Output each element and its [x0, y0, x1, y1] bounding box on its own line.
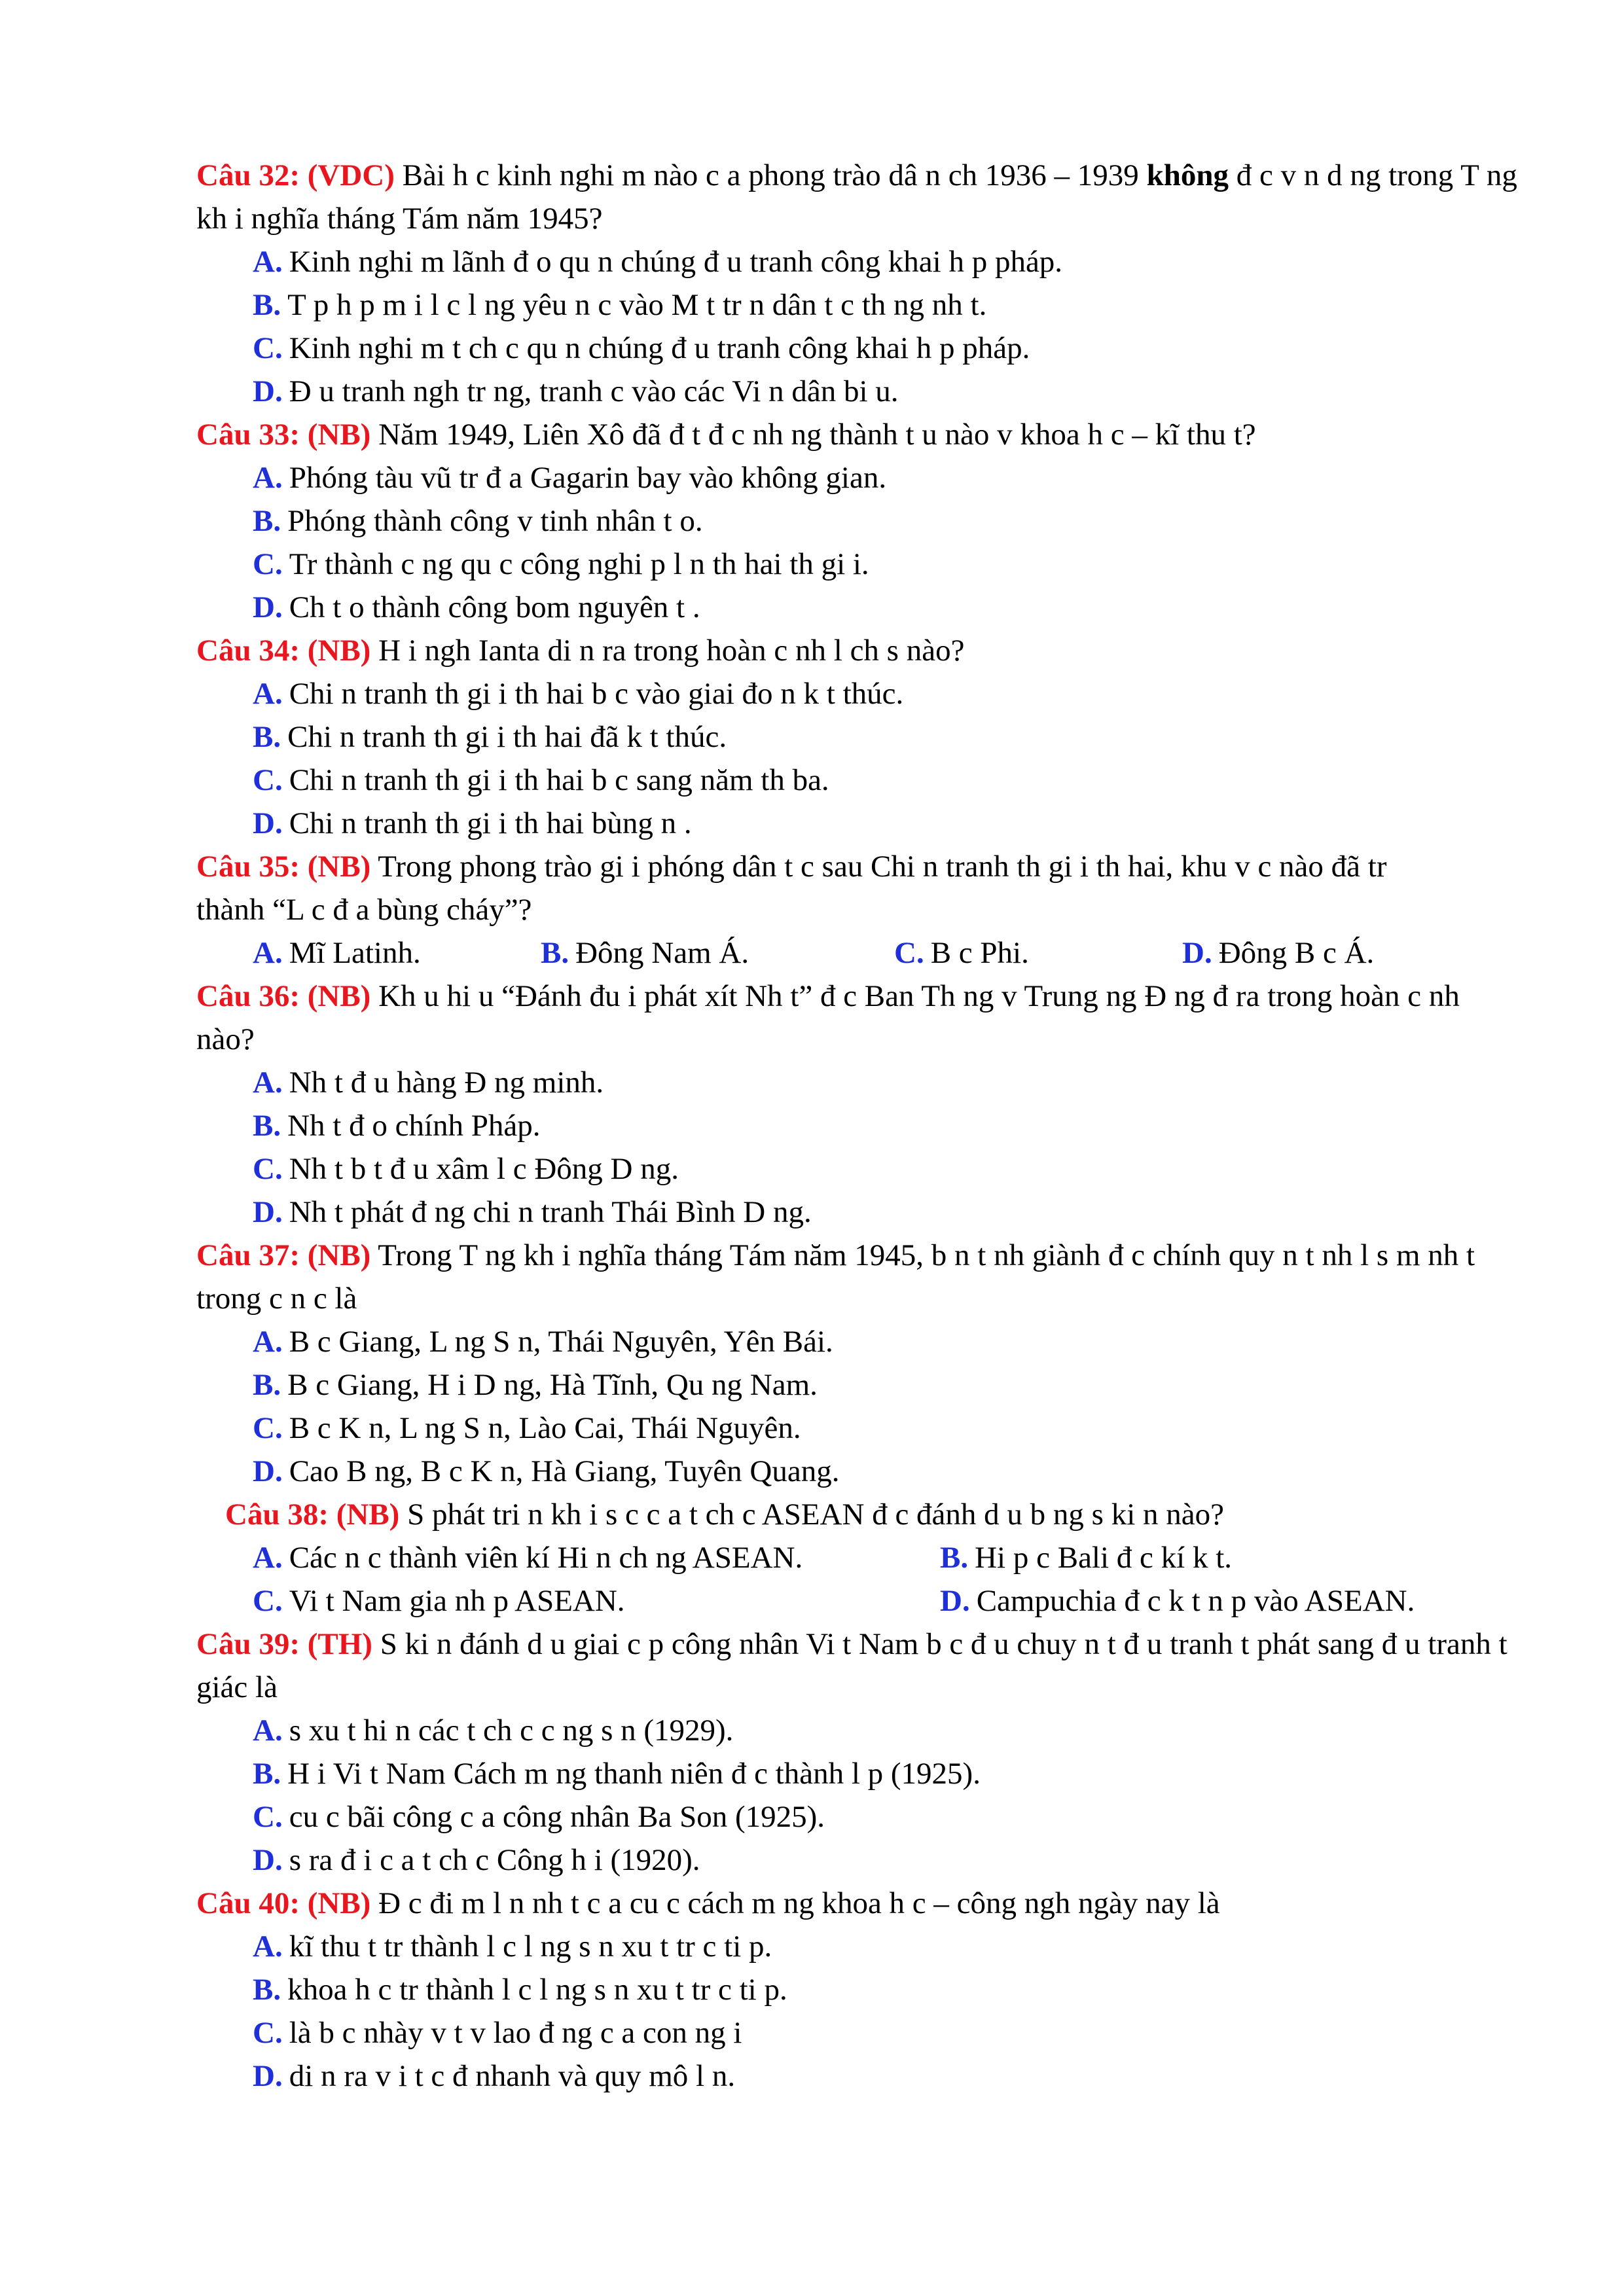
option-text: Chi n tranh th gi i th hai đã k t thúc. — [287, 720, 727, 754]
option-b — [541, 931, 894, 975]
option-c — [253, 1147, 1519, 1191]
option-a — [253, 1320, 1519, 1363]
option-text: Mĩ Latinh. — [289, 936, 421, 970]
options-row — [253, 931, 1519, 975]
question-label: Câu 35: — [196, 850, 300, 884]
option-text: Phóng thành công v tinh nhân t o. — [287, 504, 703, 538]
option-a — [253, 672, 1519, 715]
option-letter: D. — [253, 590, 283, 624]
question-text: Bài h c kinh nghi m nào c a phong trào dâ n ch 1936 – 1939 — [402, 158, 1147, 192]
option-b — [253, 1968, 1519, 2011]
question-stem — [225, 1493, 1519, 1536]
question-36 — [196, 975, 1519, 1234]
option-letter: C. — [253, 1800, 283, 1834]
question-text: S phát tri n kh i s c c a t ch c ASEAN đ c đánh d u b ng s ki n nào? — [407, 1498, 1224, 1532]
option-text: Phóng tàu vũ tr đ a Gagarin bay vào không gian. — [289, 461, 887, 495]
option-letter: C. — [253, 547, 283, 581]
option-letter: B. — [253, 720, 281, 754]
option-text: Nh t phát đ ng chi n tranh Thái Bình D ng. — [289, 1195, 812, 1229]
question-stem — [196, 629, 1519, 672]
option-text: Các n c thành viên kí Hi n ch ng ASEAN. — [289, 1541, 803, 1575]
option-letter: B. — [253, 1973, 281, 2007]
option-letter: A. — [253, 1325, 283, 1359]
option-text: s ra đ i c a t ch c Công h i (1920). — [289, 1843, 700, 1877]
question-level: (NB) — [307, 850, 371, 884]
question-39 — [196, 1623, 1519, 1882]
options-row-1 — [253, 1536, 1519, 1579]
question-level: (NB) — [307, 418, 371, 452]
option-text: Nh t đ o chính Pháp. — [287, 1109, 541, 1143]
option-text: B c Giang, L ng S n, Thái Nguyên, Yên Bái. — [289, 1325, 833, 1359]
question-34 — [196, 629, 1519, 845]
question-37 — [196, 1234, 1519, 1493]
question-38 — [196, 1493, 1519, 1623]
option-letter: D. — [940, 1584, 970, 1618]
question-label: Câu 39: — [196, 1627, 300, 1661]
question-text: Trong T ng kh i nghĩa tháng Tám năm 1945, b n t nh giành đ c chính quy n t nh l s m nh t trong c n c là — [196, 1238, 1475, 1316]
option-letter: D. — [253, 806, 283, 840]
question-stem — [196, 1234, 1519, 1320]
question-emphasis: không — [1146, 158, 1229, 192]
option-a — [253, 240, 1519, 283]
option-text: Ch t o thành công bom nguyên t . — [289, 590, 700, 624]
option-text: Tr thành c ng qu c công nghi p l n th hai th gi i. — [289, 547, 869, 581]
option-text: khoa h c tr thành l c l ng s n xu t tr c ti p. — [287, 1973, 787, 2007]
question-level: (NB) — [307, 634, 371, 668]
option-c — [253, 543, 1519, 586]
option-letter: C. — [253, 1584, 283, 1618]
option-text: s xu t hi n các t ch c c ng s n (1929). — [289, 1713, 734, 1748]
option-letter: C. — [253, 331, 283, 365]
option-d — [253, 1450, 1519, 1493]
question-stem — [196, 845, 1519, 888]
option-text: B c Phi. — [930, 936, 1029, 970]
option-text: Đông B c Á. — [1218, 936, 1375, 970]
question-stem — [196, 975, 1519, 1061]
option-c — [253, 1407, 1519, 1450]
question-level: (NB) — [307, 979, 371, 1013]
option-text: B c Giang, H i D ng, Hà Tĩnh, Qu ng Nam. — [287, 1368, 818, 1402]
option-letter: D. — [1182, 936, 1212, 970]
question-text: H i ngh Ianta di n ra trong hoàn c nh l ch s nào? — [378, 634, 965, 668]
option-c — [253, 759, 1519, 802]
question-label: Câu 34: — [196, 634, 300, 668]
question-label: Câu 38: — [225, 1498, 329, 1532]
option-letter: D. — [253, 374, 283, 408]
question-text: Trong phong trào gi i phóng dân t c sau Chi n tranh th gi i th hai, khu v c nào đã tr — [378, 850, 1387, 884]
option-letter: A. — [253, 1541, 283, 1575]
option-text: Kinh nghi m lãnh đ o qu n chúng đ u tranh công khai h p pháp. — [289, 245, 1063, 279]
option-text: Đ u tranh ngh tr ng, tranh c vào các Vi n dân bi u. — [289, 374, 899, 408]
option-text: kĩ thu t tr thành l c l ng s n xu t tr c ti p. — [289, 1929, 772, 1964]
question-stem — [196, 154, 1519, 240]
question-stem-continued: thành “L c đ a bùng cháy”? — [196, 893, 532, 927]
options-row-2 — [253, 1579, 1519, 1623]
question-stem — [196, 1623, 1519, 1709]
question-label: Câu 33: — [196, 418, 300, 452]
option-a — [253, 931, 541, 975]
option-b — [253, 1104, 1519, 1147]
option-text: H i Vi t Nam Cách m ng thanh niên đ c thành l p (1925). — [287, 1757, 981, 1791]
question-text: Đ c đi m l n nh t c a cu c cách m ng khoa h c – công ngh ngày nay là — [378, 1886, 1220, 1920]
option-a — [253, 1061, 1519, 1104]
option-letter: C. — [253, 2016, 283, 2050]
option-letter: A. — [253, 245, 283, 279]
question-label: Câu 32: — [196, 158, 300, 192]
option-d — [253, 370, 1519, 413]
option-text: Chi n tranh th gi i th hai b c vào giai đo n k t thúc. — [289, 677, 904, 711]
option-b — [940, 1536, 1516, 1579]
option-d — [940, 1579, 1516, 1623]
question-level: (TH) — [307, 1627, 372, 1661]
option-letter: B. — [253, 1368, 281, 1402]
option-text: Đông Nam Á. — [575, 936, 749, 970]
option-text: cu c bãi công c a công nhân Ba Son (1925). — [289, 1800, 825, 1834]
option-text: B c K n, L ng S n, Lào Cai, Thái Nguyên. — [289, 1411, 801, 1445]
option-text: T p h p m i l c l ng yêu n c vào M t tr n dân t c th ng nh t. — [287, 288, 987, 322]
option-letter: D. — [253, 1843, 283, 1877]
option-d — [253, 1839, 1519, 1882]
option-text: là b c nhày v t v lao đ ng c a con ng i — [289, 2016, 742, 2050]
option-text: Chi n tranh th gi i th hai b c sang năm th ba. — [289, 763, 829, 797]
question-35 — [196, 845, 1519, 975]
option-text: Cao B ng, B c K n, Hà Giang, Tuyên Quang. — [289, 1454, 840, 1488]
option-letter: B. — [253, 288, 281, 322]
option-d — [253, 2054, 1519, 2098]
option-c — [894, 931, 1182, 975]
question-level: (NB) — [336, 1498, 400, 1532]
option-letter: B. — [541, 936, 569, 970]
question-33 — [196, 413, 1519, 629]
question-label: Câu 40: — [196, 1886, 300, 1920]
option-text: di n ra v i t c đ nhanh và quy mô l n. — [289, 2059, 736, 2093]
option-c — [253, 1579, 940, 1623]
question-40 — [196, 1882, 1519, 2098]
question-stem — [196, 1882, 1519, 1925]
option-letter: A. — [253, 461, 283, 495]
option-letter: B. — [253, 1757, 281, 1791]
option-letter: D. — [253, 1195, 283, 1229]
option-d — [253, 1191, 1519, 1234]
option-letter: A. — [253, 1713, 283, 1748]
question-level: (VDC) — [307, 158, 395, 192]
option-a — [253, 1925, 1519, 1968]
question-level: (NB) — [307, 1238, 371, 1272]
option-a — [253, 1536, 940, 1579]
option-d — [253, 586, 1519, 629]
option-b — [253, 715, 1519, 759]
option-text: Hi p c Bali đ c kí k t. — [975, 1541, 1233, 1575]
option-b — [253, 499, 1519, 543]
option-letter: D. — [253, 1454, 283, 1488]
option-letter: C. — [253, 763, 283, 797]
question-text: S ki n đánh d u giai c p công nhân Vi t Nam b c đ u chuy n t đ u tranh t phát sang đ u tranh t giác là — [196, 1627, 1507, 1704]
option-letter: A. — [253, 936, 283, 970]
option-text: Vi t Nam gia nh p ASEAN. — [289, 1584, 625, 1618]
option-c — [253, 1795, 1519, 1839]
question-label: Câu 36: — [196, 979, 300, 1013]
option-text: Kinh nghi m t ch c qu n chúng đ u tranh công khai h p pháp. — [289, 331, 1030, 365]
option-text: Nh t b t đ u xâm l c Đông D ng. — [289, 1152, 679, 1186]
question-text: Kh u hi u “Đánh đu i phát xít Nh t” đ c Ban Th ng v Trung ng Đ ng đ ra trong hoàn c nh nào? — [196, 979, 1460, 1056]
option-text: Chi n tranh th gi i th hai bùng n . — [289, 806, 692, 840]
option-d — [253, 802, 1519, 845]
option-text: Campuchia đ c k t n p vào ASEAN. — [976, 1584, 1415, 1618]
option-letter: B. — [253, 1109, 281, 1143]
question-text-rest: đ c v n d ng trong T ng kh i nghĩa tháng Tám năm 1945? — [196, 158, 1517, 236]
option-letter: B. — [940, 1541, 969, 1575]
option-c — [253, 2011, 1519, 2054]
option-letter: C. — [253, 1411, 283, 1445]
option-text: Nh t đ u hàng Đ ng minh. — [289, 1066, 604, 1100]
option-letter: A. — [253, 1066, 283, 1100]
option-a — [253, 1709, 1519, 1752]
option-letter: C. — [894, 936, 924, 970]
question-level: (NB) — [307, 1886, 371, 1920]
option-a — [253, 456, 1519, 499]
question-label: Câu 37: — [196, 1238, 300, 1272]
option-letter: A. — [253, 1929, 283, 1964]
option-letter: B. — [253, 504, 281, 538]
question-32 — [196, 154, 1519, 413]
document-page — [196, 154, 1519, 2098]
question-text: Năm 1949, Liên Xô đã đ t đ c nh ng thành t u nào v khoa h c – kĩ thu t? — [378, 418, 1256, 452]
option-letter: D. — [253, 2059, 283, 2093]
option-c — [253, 327, 1519, 370]
option-letter: C. — [253, 1152, 283, 1186]
option-b — [253, 283, 1519, 327]
option-letter: A. — [253, 677, 283, 711]
option-d — [1182, 931, 1470, 975]
option-b — [253, 1752, 1519, 1795]
question-stem — [196, 413, 1519, 456]
option-b — [253, 1363, 1519, 1407]
